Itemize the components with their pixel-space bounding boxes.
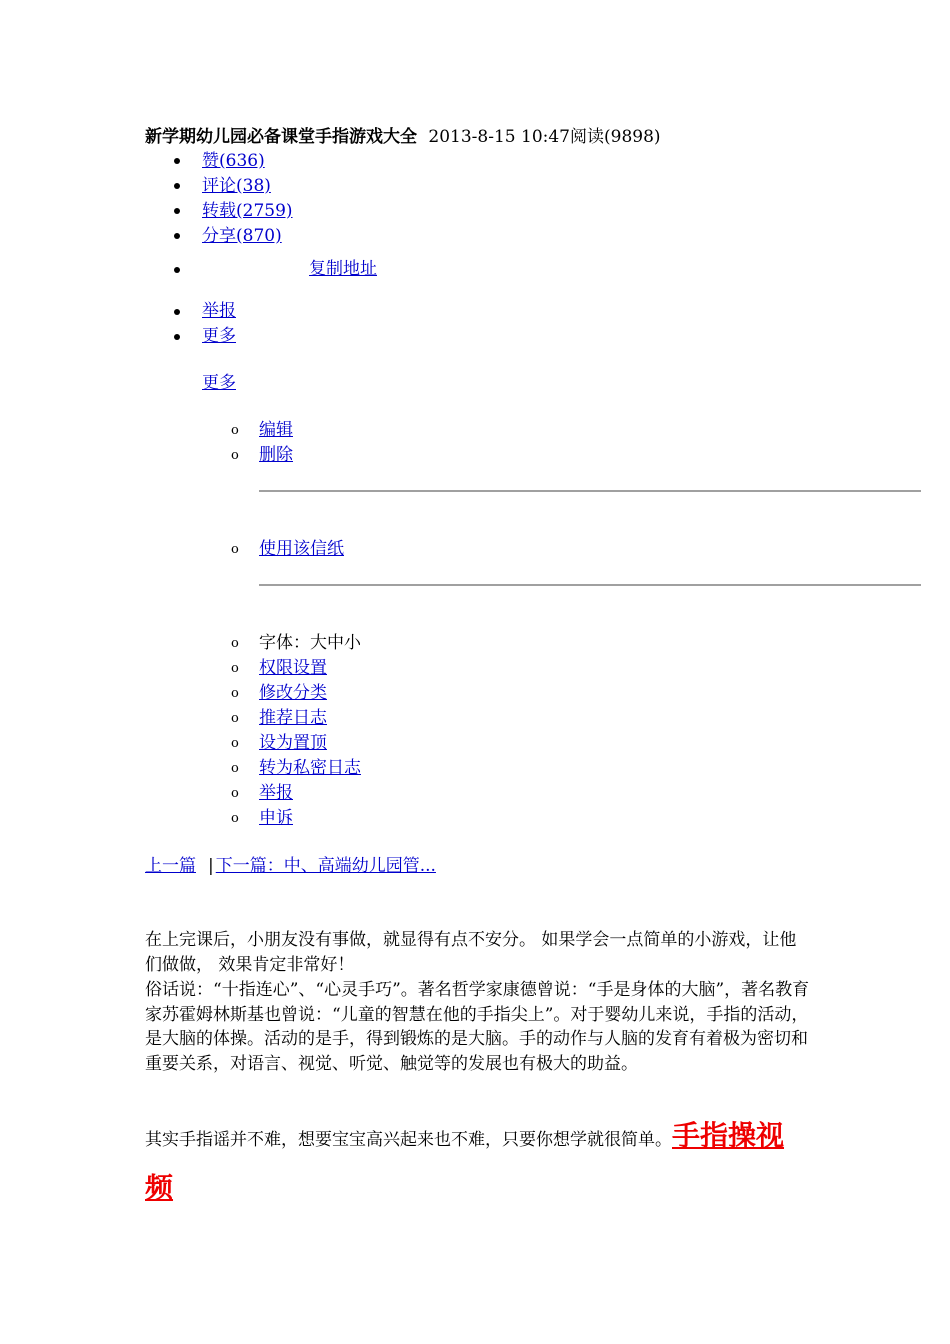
edit-link[interactable]: 编辑: [259, 420, 293, 440]
share-link[interactable]: 分享(870): [202, 226, 282, 246]
circle-bullet-icon: o: [231, 661, 239, 676]
article-date: 2013-8-15 10:47: [428, 127, 571, 147]
appeal-link[interactable]: 申诉: [259, 808, 293, 828]
change-category-link[interactable]: 修改分类: [259, 683, 327, 703]
circle-bullet-icon: o: [231, 636, 239, 651]
divider: [259, 584, 921, 586]
pin-top-link[interactable]: 设为置顶: [259, 733, 327, 753]
circle-bullet-icon: o: [231, 786, 239, 801]
bullet-icon: [174, 208, 180, 214]
circle-bullet-icon: o: [231, 448, 239, 463]
article-paragraph-3-text: 其实手指谣并不难，想要宝宝高兴起来也不难，只要你想学就很简单。: [145, 1130, 672, 1150]
post-navigation: [145, 854, 436, 878]
font-size-label: 字体：大中小: [259, 633, 361, 653]
comment-link[interactable]: 评论(38): [202, 176, 271, 196]
permissions-link[interactable]: 权限设置: [259, 658, 327, 678]
bullet-icon: [174, 233, 180, 239]
bullet-icon: [174, 309, 180, 315]
recommend-link[interactable]: 推荐日志: [259, 708, 327, 728]
copy-address-link[interactable]: 复制地址: [309, 259, 377, 279]
prev-post-link[interactable]: 上一篇: [145, 856, 196, 876]
divider: [259, 490, 921, 492]
use-stationery-link[interactable]: 使用该信纸: [259, 539, 344, 559]
bullet-icon: [174, 334, 180, 340]
circle-bullet-icon: o: [231, 811, 239, 826]
more-menu-title[interactable]: 更多: [202, 373, 236, 393]
delete-link[interactable]: 删除: [259, 445, 293, 465]
nav-separator: |: [208, 856, 214, 876]
make-private-link[interactable]: 转为私密日志: [259, 758, 361, 778]
read-count: 阅读(9898): [570, 127, 661, 147]
article-header: [145, 125, 661, 149]
menu-report-link[interactable]: 举报: [259, 783, 293, 803]
circle-bullet-icon: o: [231, 542, 239, 557]
next-post-link[interactable]: 下一篇：中、高端幼儿园管...: [215, 856, 436, 876]
article-paragraph-1: 在上完课后，小朋友没有事做，就显得有点不安分。 如果学会一点简单的小游戏，让他们做做， 效果肯定非常好！: [145, 930, 797, 975]
more-link[interactable]: 更多: [202, 326, 236, 346]
circle-bullet-icon: o: [231, 736, 239, 751]
bullet-icon: [174, 183, 180, 189]
article-paragraph-2: 俗话说：“十指连心”、“心灵手巧”。著名哲学家康德曾说：“手是身体的大脑”，著名教育家苏霍姆林斯基也曾说：“儿童的智慧在他的手指尖上”。对于婴幼儿来说，手指的活动，是大脑的体操。活动的是手，得到锻炼的是大脑。手的动作与人脑的发育有着极为密切和重要关系，对语言、视觉、听觉、触觉等的发展也有极大的助益。: [145, 980, 810, 1074]
report-link[interactable]: 举报: [202, 301, 236, 321]
repost-link[interactable]: 转载(2759): [202, 201, 293, 221]
circle-bullet-icon: o: [231, 711, 239, 726]
article-paragraph-3: [145, 1112, 810, 1216]
bullet-icon: [174, 267, 180, 273]
article-title: 新学期幼儿园必备课堂手指游戏大全: [145, 127, 417, 147]
circle-bullet-icon: o: [231, 423, 239, 438]
circle-bullet-icon: o: [231, 686, 239, 701]
circle-bullet-icon: o: [231, 761, 239, 776]
finger-exercise-video-link[interactable]: 手指操视频: [145, 1119, 785, 1204]
like-link[interactable]: 赞(636): [202, 151, 265, 171]
